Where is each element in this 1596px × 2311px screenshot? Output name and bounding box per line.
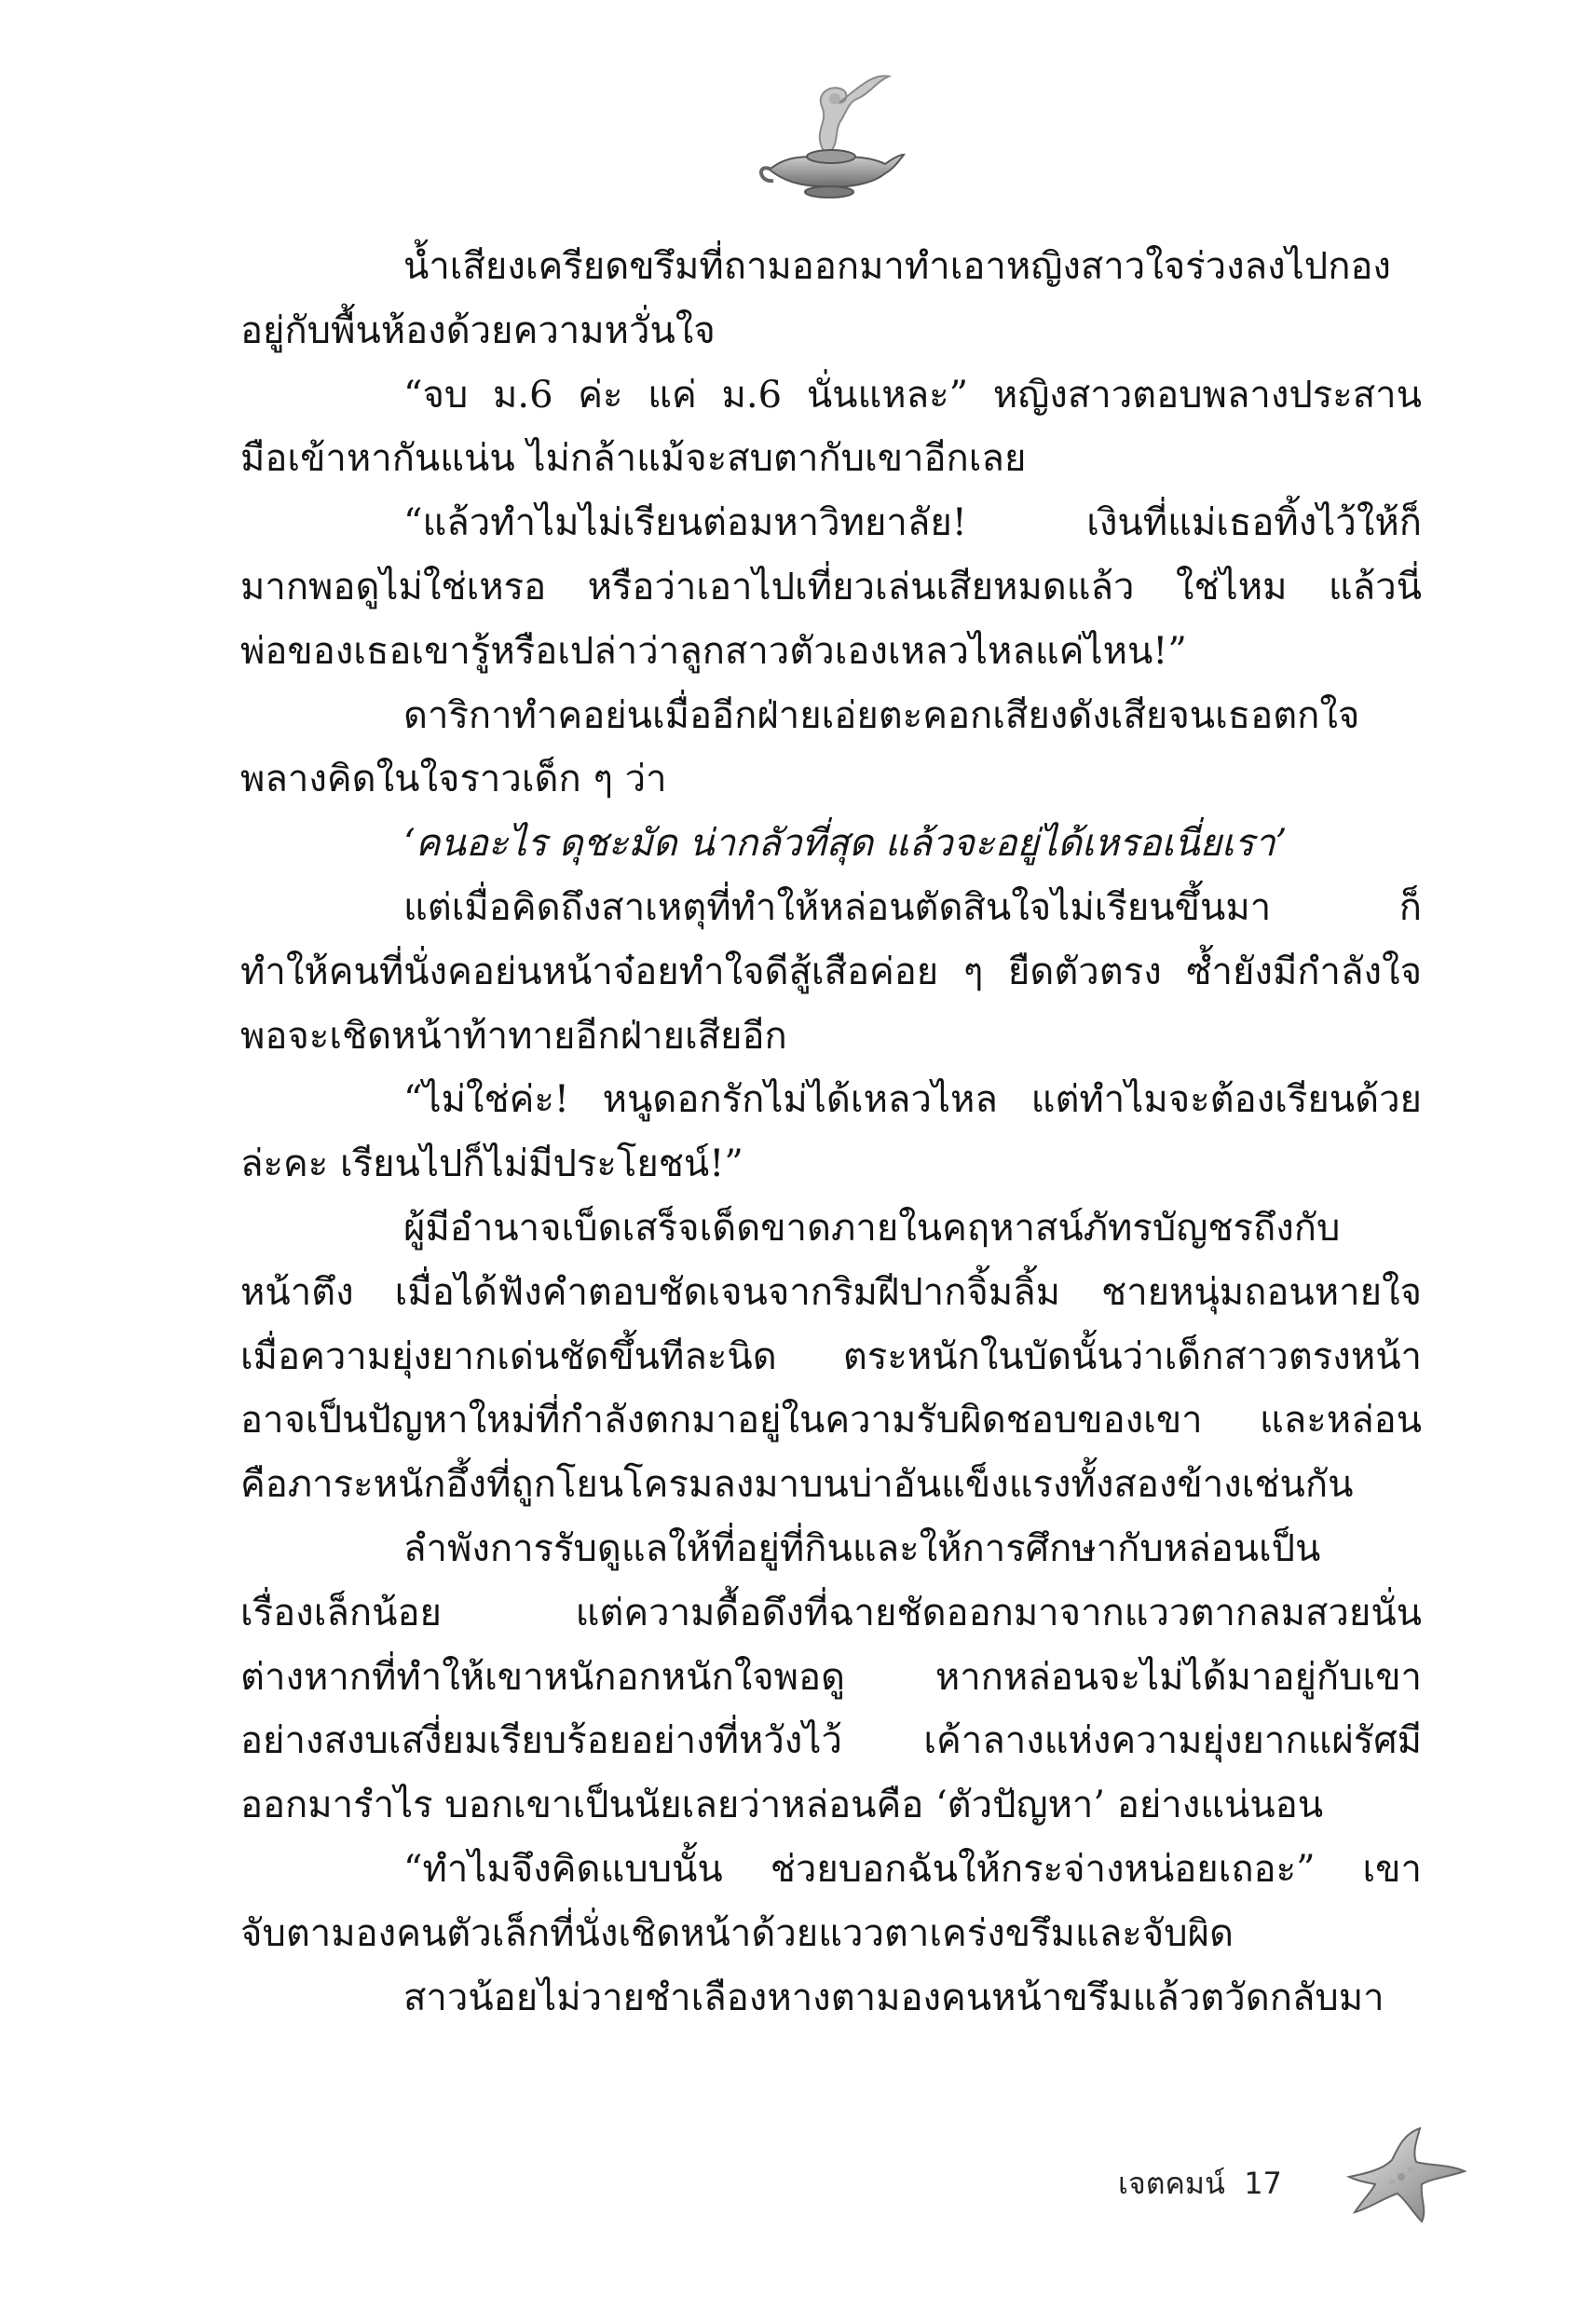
text-line: เมื่อความยุ่งยากเด่นชัดขึ้นทีละนิด ตระหนักในบัดนั้นว่าเด็กสาวตรงหน้า	[240, 1334, 1422, 1378]
text-line: ออกมารำไร บอกเขาเป็นนัยเลยว่าหล่อนคือ ‘ตัวปัญหา’ อย่างแน่นอน	[240, 1784, 1324, 1827]
text-line: อาจเป็นปัญหาใหม่ที่กำลังตกมาอยู่ในความรับผิดชอบของเขา และหล่อน	[240, 1399, 1422, 1443]
starfish-icon	[1330, 2123, 1470, 2225]
text-line: ล่ะคะ เรียนไปก็ไม่มีประโยชน์!”	[240, 1142, 743, 1186]
book-title: เจตคมน์	[1118, 2166, 1225, 2201]
text-line: “จบ ม.6 ค่ะ แค่ ม.6 นั่นแหละ” หญิงสาวตอบพลางประสาน	[403, 373, 1422, 417]
text-line: พ่อของเธอเขารู้หรือเปล่าว่าลูกสาวตัวเองเหลวไหลแค่ไหน!”	[240, 629, 1187, 673]
page-footer	[1081, 2123, 1472, 2235]
text-line: คือภาระหนักอึ้งที่ถูกโยนโครมลงมาบนบ่าอันแข็งแรงทั้งสองข้างเช่นกัน	[240, 1463, 1354, 1507]
text-line: น้ำเสียงเครียดขรึมที่ถามออกมาทำเอาหญิงสาวใจร่วงลงไปกอง	[403, 245, 1391, 288]
genie-lamp-icon	[757, 65, 906, 205]
text-line: ทำให้คนที่นั่งคอย่นหน้าจ๋อยทำใจดีสู้เสือค่อย ๆ ยืดตัวตรง ซ้ำยังมีกำลังใจ	[240, 950, 1422, 993]
text-line: แต่เมื่อคิดถึงสาเหตุที่ทำให้หล่อนตัดสินใจไม่เรียนขึ้นมา ก็	[403, 885, 1422, 929]
text-line: จับตามองคนตัวเล็กที่นั่งเชิดหน้าด้วยแววตาเคร่งขรึมและจับผิด	[240, 1911, 1235, 1955]
text-line: สาวน้อยไม่วายชำเลืองหางตามองคนหน้าขรึมแล้วตวัดกลับมา	[403, 1976, 1385, 2019]
text-line: ลำพังการรับดูแลให้ที่อยู่ที่กินและให้การศึกษากับหล่อนเป็น	[403, 1526, 1321, 1570]
text-line: มากพอดูไม่ใช่เหรอ หรือว่าเอาไปเที่ยวเล่นเสียหมดแล้ว ใช่ไหม แล้วนี่	[240, 565, 1422, 609]
text-line: ผู้มีอำนาจเบ็ดเสร็จเด็ดขาดภายในคฤหาสน์ภัทรบัญชรถึงกับ	[403, 1206, 1341, 1250]
text-line: อยู่กับพื้นห้องด้วยความหวั่นใจ	[240, 308, 716, 352]
text-line: มือเข้าหากันแน่น ไม่กล้าแม้จะสบตากับเขาอีกเลย	[240, 437, 1027, 481]
text-line: หน้าตึง เมื่อได้ฟังคำตอบชัดเจนจากริมฝีปากจิ้มลิ้ม ชายหนุ่มถอนหายใจ	[240, 1270, 1422, 1314]
text-line: อย่างสงบเสงี่ยมเรียบร้อยอย่างที่หวังไว้ เค้าลางแห่งความยุ่งยากแผ่รัศมี	[240, 1719, 1422, 1763]
text-line: “ไม่ใช่ค่ะ! หนูดอกรักไม่ได้เหลวไหล แต่ทำไมจะต้องเรียนด้วย	[403, 1078, 1422, 1122]
text-line: “แล้วทำไมไม่เรียนต่อมหาวิทยาลัย! เงินที่แม่เธอทิ้งไว้ให้ก็	[403, 501, 1422, 545]
text-line: “ทำไมจึงคิดแบบนั้น ช่วยบอกฉันให้กระจ่างหน่อยเถอะ” เขา	[403, 1847, 1422, 1891]
text-line: ดาริกาทำคอย่นเมื่ออีกฝ่ายเอ่ยตะคอกเสียงดังเสียจนเธอตกใจ	[403, 693, 1360, 737]
body-text	[240, 235, 1422, 2030]
text-line: เรื่องเล็กน้อย แต่ความดื้อดึงที่ฉายชัดออกมาจากแววตากลมสวยนั่น	[240, 1591, 1422, 1634]
text-line: ต่างหากที่ทำให้เขาหนักอกหนักใจพอดู หากหล่อนจะไม่ได้มาอยู่กับเขา	[240, 1655, 1422, 1699]
page-number: 17	[1244, 2166, 1282, 2201]
footer-label	[1118, 2160, 1282, 2208]
text-line: พอจะเชิดหน้าท้าทายอีกฝ่ายเสียอีก	[240, 1014, 787, 1058]
text-line: พลางคิดในใจราวเด็ก ๆ ว่า	[240, 758, 667, 801]
text-line: ‘คนอะไร ดุชะมัด น่ากลัวที่สุด แล้วจะอยู่ได้เหรอเนี่ยเรา’	[403, 822, 1288, 866]
